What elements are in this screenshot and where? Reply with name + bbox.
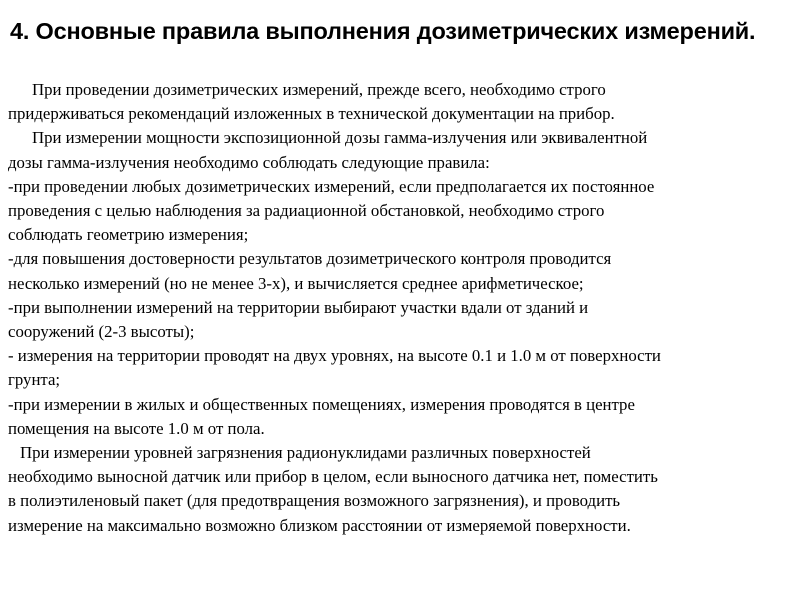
- rule-item-repeat-measurements: [8, 247, 794, 295]
- text-line: необходимо выносной датчик или прибор в целом, если выносного датчика нет, поместить: [8, 467, 658, 487]
- rule-item-geometry: [8, 175, 794, 248]
- text-line: При проведении дозиметрических измерений, прежде всего, необходимо строго: [32, 80, 606, 99]
- text-line: - измерения на территории проводят на двух уровнях, на высоте 0.1 и 1.0 м от поверхности: [8, 346, 661, 366]
- text-line: дозы гамма-излучения необходимо соблюдать следующие правила:: [8, 152, 490, 172]
- rule-item-indoor: [8, 393, 794, 441]
- text-line: несколько измерений (но не менее 3-х), и вычисляется среднее арифметическое;: [8, 273, 584, 293]
- rule-item-two-levels: [8, 344, 794, 392]
- slide-title: 4. Основные правила выполнения дозиметрических измерений.: [10, 18, 756, 44]
- text-line: сооружений (2-3 высоты);: [8, 322, 195, 342]
- text-line: помещения на высоте 1.0 м от пола.: [8, 418, 265, 438]
- text-line: -при выполнении измерений на территории выбирают участки вдали от зданий и: [8, 297, 589, 317]
- rule-item-site-selection: [8, 296, 794, 344]
- text-line: -для повышения достоверности результатов дозиметрического контроля проводится: [8, 249, 612, 269]
- text-line: При измерении уровней загрязнения радионуклидами различных поверхностей: [20, 443, 591, 463]
- text-line: проведения с целью наблюдения за радиационной обстановкой, необходимо строго: [8, 201, 605, 221]
- text-line: грунта;: [8, 370, 61, 390]
- slide-body-text: [8, 78, 794, 538]
- text-line: -при измерении в жилых и общественных помещениях, измерения проводятся в центре: [8, 394, 635, 414]
- text-line: соблюдать геометрию измерения;: [8, 225, 249, 245]
- text-line: -при проведении любых дозиметрических измерений, если предполагается их постоянное: [8, 176, 655, 196]
- paragraph-rules-intro: [8, 126, 794, 174]
- text-line: придерживаться рекомендаций изложенных в технической документации на прибор.: [8, 104, 615, 124]
- paragraph-surface-contamination: [8, 441, 794, 538]
- paragraph-intro: [8, 78, 794, 126]
- text-line: измерение на максимально возможно близком расстоянии от измеряемой поверхности.: [8, 515, 631, 535]
- text-line: При измерении мощности экспозиционной дозы гамма-излучения или эквивалентной: [32, 128, 648, 148]
- text-line: в полиэтиленовый пакет (для предотвращения возможного загрязнения), и проводить: [8, 491, 621, 511]
